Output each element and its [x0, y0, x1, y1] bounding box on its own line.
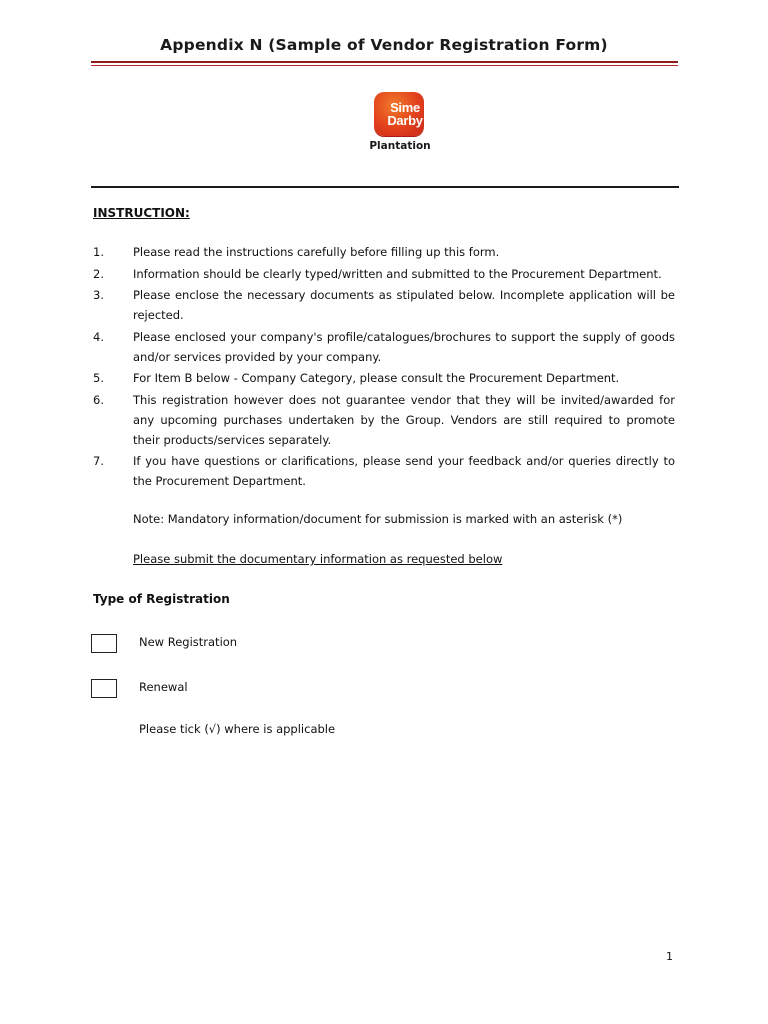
title-divider — [91, 61, 678, 63]
list-item — [93, 451, 675, 491]
logo-badge — [374, 92, 424, 136]
item-text: Please enclosed your company's profile/catalogues/brochures to support the supply of goods and/or services provided by your company. — [133, 329, 675, 364]
item-text: This registration however does not guarantee vendor that they will be invited/awarded for any upcoming purchases undertaken by the Group. Vendors are still required to promote their products/services separately. — [133, 392, 675, 447]
header-divider — [91, 186, 679, 188]
item-number: 2. — [93, 266, 104, 281]
renewal-checkbox[interactable] — [91, 679, 117, 698]
list-item — [93, 285, 675, 325]
item-number: 7. — [93, 454, 104, 468]
registration-type-heading: Type of Registration — [93, 592, 230, 606]
item-number: 5. — [93, 371, 104, 385]
item-number: 6. — [93, 392, 104, 407]
item-number: 1. — [93, 245, 104, 259]
new-registration-checkbox[interactable] — [91, 634, 117, 653]
logo-line-1: Sime — [390, 100, 420, 115]
logo-line-2: Darby — [387, 113, 423, 128]
item-text: If you have questions or clarifications, please send your feedback and/or queries directly to the Procurement Department. — [133, 454, 675, 488]
instruction-list — [93, 242, 675, 493]
tick-instruction: Please tick (√) where is applicable — [139, 722, 336, 736]
submit-instruction: Please submit the documentary information as requested below — [133, 552, 503, 566]
mandatory-note: Note: Mandatory information/document for submission is marked with an asterisk (*) — [133, 512, 623, 526]
list-item — [93, 242, 675, 262]
instruction-heading: INSTRUCTION: — [93, 206, 190, 220]
renewal-label: Renewal — [139, 680, 188, 694]
item-number: 4. — [93, 329, 104, 344]
page-number: 1 — [666, 950, 673, 963]
document-title: Appendix N (Sample of Vendor Registration Form) — [160, 36, 608, 54]
new-registration-label: New Registration — [139, 635, 238, 649]
list-item — [93, 264, 675, 284]
sime-darby-logo — [368, 90, 434, 158]
item-text: For Item B below - Company Category, please consult the Procurement Department. — [133, 371, 620, 385]
list-item — [93, 390, 675, 450]
logo-subtitle: Plantation — [369, 140, 431, 152]
item-text: Please read the instructions carefully before filling up this form. — [133, 245, 500, 259]
title-divider-thin — [91, 65, 678, 66]
item-text: Please enclose the necessary documents as stipulated below. Incomplete application will be rejected. — [133, 288, 675, 322]
list-item — [93, 368, 675, 388]
item-text: Information should be clearly typed/written and submitted to the Procurement Department. — [133, 266, 662, 281]
item-number: 3. — [93, 288, 104, 302]
list-item — [93, 327, 675, 367]
